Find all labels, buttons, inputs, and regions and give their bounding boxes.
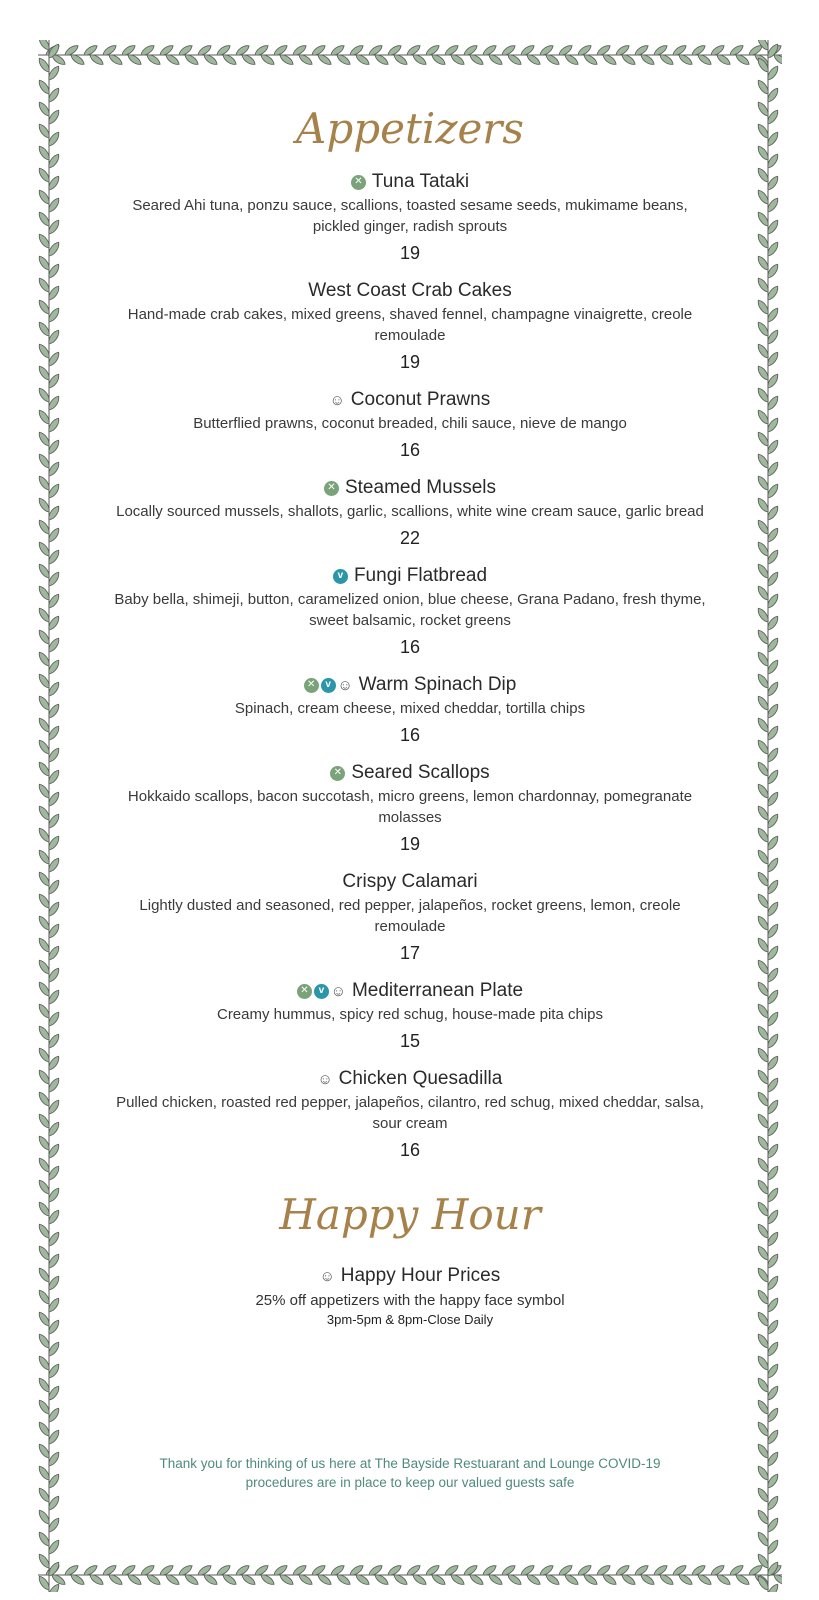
menu-item-title: Tuna Tataki <box>371 171 470 192</box>
happy-hour-block <box>110 1264 710 1329</box>
menu-item-name <box>110 476 710 500</box>
vine-border-top <box>38 36 782 74</box>
vegetarian-icon: v <box>333 569 348 584</box>
vegetarian-icon: v <box>321 678 336 693</box>
wheat-free-icon: ✕ <box>330 766 345 781</box>
appetizer-list <box>110 170 710 1162</box>
menu-item-title: Warm Spinach Dip <box>358 674 517 695</box>
menu-item-name <box>110 564 710 588</box>
menu-item-price: 19 <box>399 243 421 263</box>
menu-item-name <box>110 388 710 412</box>
menu-item-title: West Coast Crab Cakes <box>308 280 512 301</box>
menu-item-description: Pulled chicken, roasted red pepper, jalapeños, cilantro, red schug, mixed cheddar, salsa, sour cream <box>116 1094 704 1132</box>
vegetarian-icon: v <box>314 984 329 999</box>
dietary-badges <box>324 481 339 496</box>
menu-item-title: Fungi Flatbread <box>353 565 488 586</box>
menu-item-price: 19 <box>399 352 421 372</box>
dietary-badges <box>304 678 353 693</box>
menu-item <box>110 388 710 462</box>
happy-hour-heading-text: Happy Hour Prices <box>340 1265 501 1286</box>
menu-item-description: Creamy hummus, spicy red schug, house-made pita chips <box>216 1006 603 1023</box>
menu-item-price: 16 <box>399 440 421 460</box>
happy-face-icon: ☺ <box>329 391 345 409</box>
menu-item-name <box>110 170 710 194</box>
menu-item-description: Hokkaido scallops, bacon succotash, micro greens, lemon chardonnay, pomegranate molasses <box>127 788 693 826</box>
menu-item-price: 16 <box>399 1140 421 1160</box>
menu-item-price: 22 <box>399 528 421 548</box>
menu-item <box>110 1067 710 1162</box>
menu-item-title: Coconut Prawns <box>350 389 491 410</box>
wheat-free-icon: ✕ <box>324 481 339 496</box>
vine-border-left <box>34 40 64 1592</box>
happy-face-icon: ☺ <box>330 982 347 1000</box>
appetizers-title: Appetizers <box>296 104 524 153</box>
menu-item <box>110 476 710 550</box>
menu-item-description: Lightly dusted and seasoned, red pepper, jalapeños, rocket greens, lemon, creole remoulade <box>139 897 681 935</box>
menu-item-name <box>110 979 710 1003</box>
vine-border-right <box>753 40 783 1592</box>
footer-note <box>120 1454 700 1492</box>
menu-item <box>110 170 710 265</box>
dietary-badges <box>351 175 366 190</box>
menu-item-name <box>110 673 710 697</box>
menu-item-name <box>110 870 710 894</box>
menu-item-title: Seared Scallops <box>351 762 490 783</box>
menu-item <box>110 870 710 965</box>
footer-line-1: Thank you for thinking of us here at The Bayside Restuarant and Lounge COVID-19 <box>159 1456 661 1471</box>
dietary-badges <box>330 393 345 408</box>
dietary-badges <box>330 766 345 781</box>
menu-item-title: Crispy Calamari <box>342 871 478 892</box>
menu-item-price: 15 <box>399 1031 421 1051</box>
happy-face-icon: ☺ <box>319 1267 335 1285</box>
menu-item-price: 17 <box>399 943 421 963</box>
wheat-free-icon: ✕ <box>297 984 312 999</box>
footer-line-2: procedures are in place to keep our valued guests safe <box>245 1475 575 1490</box>
wheat-free-icon: ✕ <box>304 678 319 693</box>
dietary-badges <box>297 984 346 999</box>
menu-item-price: 16 <box>399 637 421 657</box>
happy-hour-title: Happy Hour <box>279 1190 541 1239</box>
menu-item <box>110 979 710 1053</box>
menu-item-description: Seared Ahi tuna, ponzu sauce, scallions, toasted sesame seeds, mukimame beans, pickled ginger, radish sprouts <box>132 197 688 235</box>
happy-face-icon: ☺ <box>317 1070 333 1088</box>
vine-border-bottom <box>38 1556 782 1594</box>
menu-item-title: Chicken Quesadilla <box>338 1068 503 1089</box>
menu-item-description: Baby bella, shimeji, button, caramelized onion, blue cheese, Grana Padano, fresh thyme, sweet balsamic, rocket greens <box>114 591 706 629</box>
menu-item-price: 16 <box>399 725 421 745</box>
happy-hour-heading <box>110 1264 710 1288</box>
menu-item-description: Butterflied prawns, coconut breaded, chili sauce, nieve de mango <box>193 415 627 432</box>
menu-item-description: Locally sourced mussels, shallots, garlic, scallions, white wine cream sauce, garlic bread <box>116 503 704 520</box>
menu-item-name <box>110 761 710 785</box>
menu-item-price: 19 <box>399 834 421 854</box>
wheat-free-icon: ✕ <box>351 175 366 190</box>
happy-hour-time: 3pm-5pm & 8pm-Close Daily <box>326 1312 494 1327</box>
menu-item-description: Hand-made crab cakes, mixed greens, shaved fennel, champagne vinaigrette, creole remoulade <box>127 306 693 344</box>
menu-content <box>110 100 710 1329</box>
menu-item <box>110 673 710 747</box>
dietary-badges <box>318 1072 333 1087</box>
menu-item <box>110 564 710 659</box>
menu-item <box>110 761 710 856</box>
dietary-badges <box>333 569 348 584</box>
menu-item-name <box>110 1067 710 1091</box>
happy-face-icon: ☺ <box>337 676 353 694</box>
menu-item-name <box>110 279 710 303</box>
happy-hour-note: 25% off appetizers with the happy face symbol <box>255 1292 565 1309</box>
menu-item-description: Spinach, cream cheese, mixed cheddar, tortilla chips <box>234 700 586 717</box>
menu-item-title: Mediterranean Plate <box>351 980 524 1001</box>
menu-item-title: Steamed Mussels <box>344 477 496 498</box>
menu-item <box>110 279 710 374</box>
